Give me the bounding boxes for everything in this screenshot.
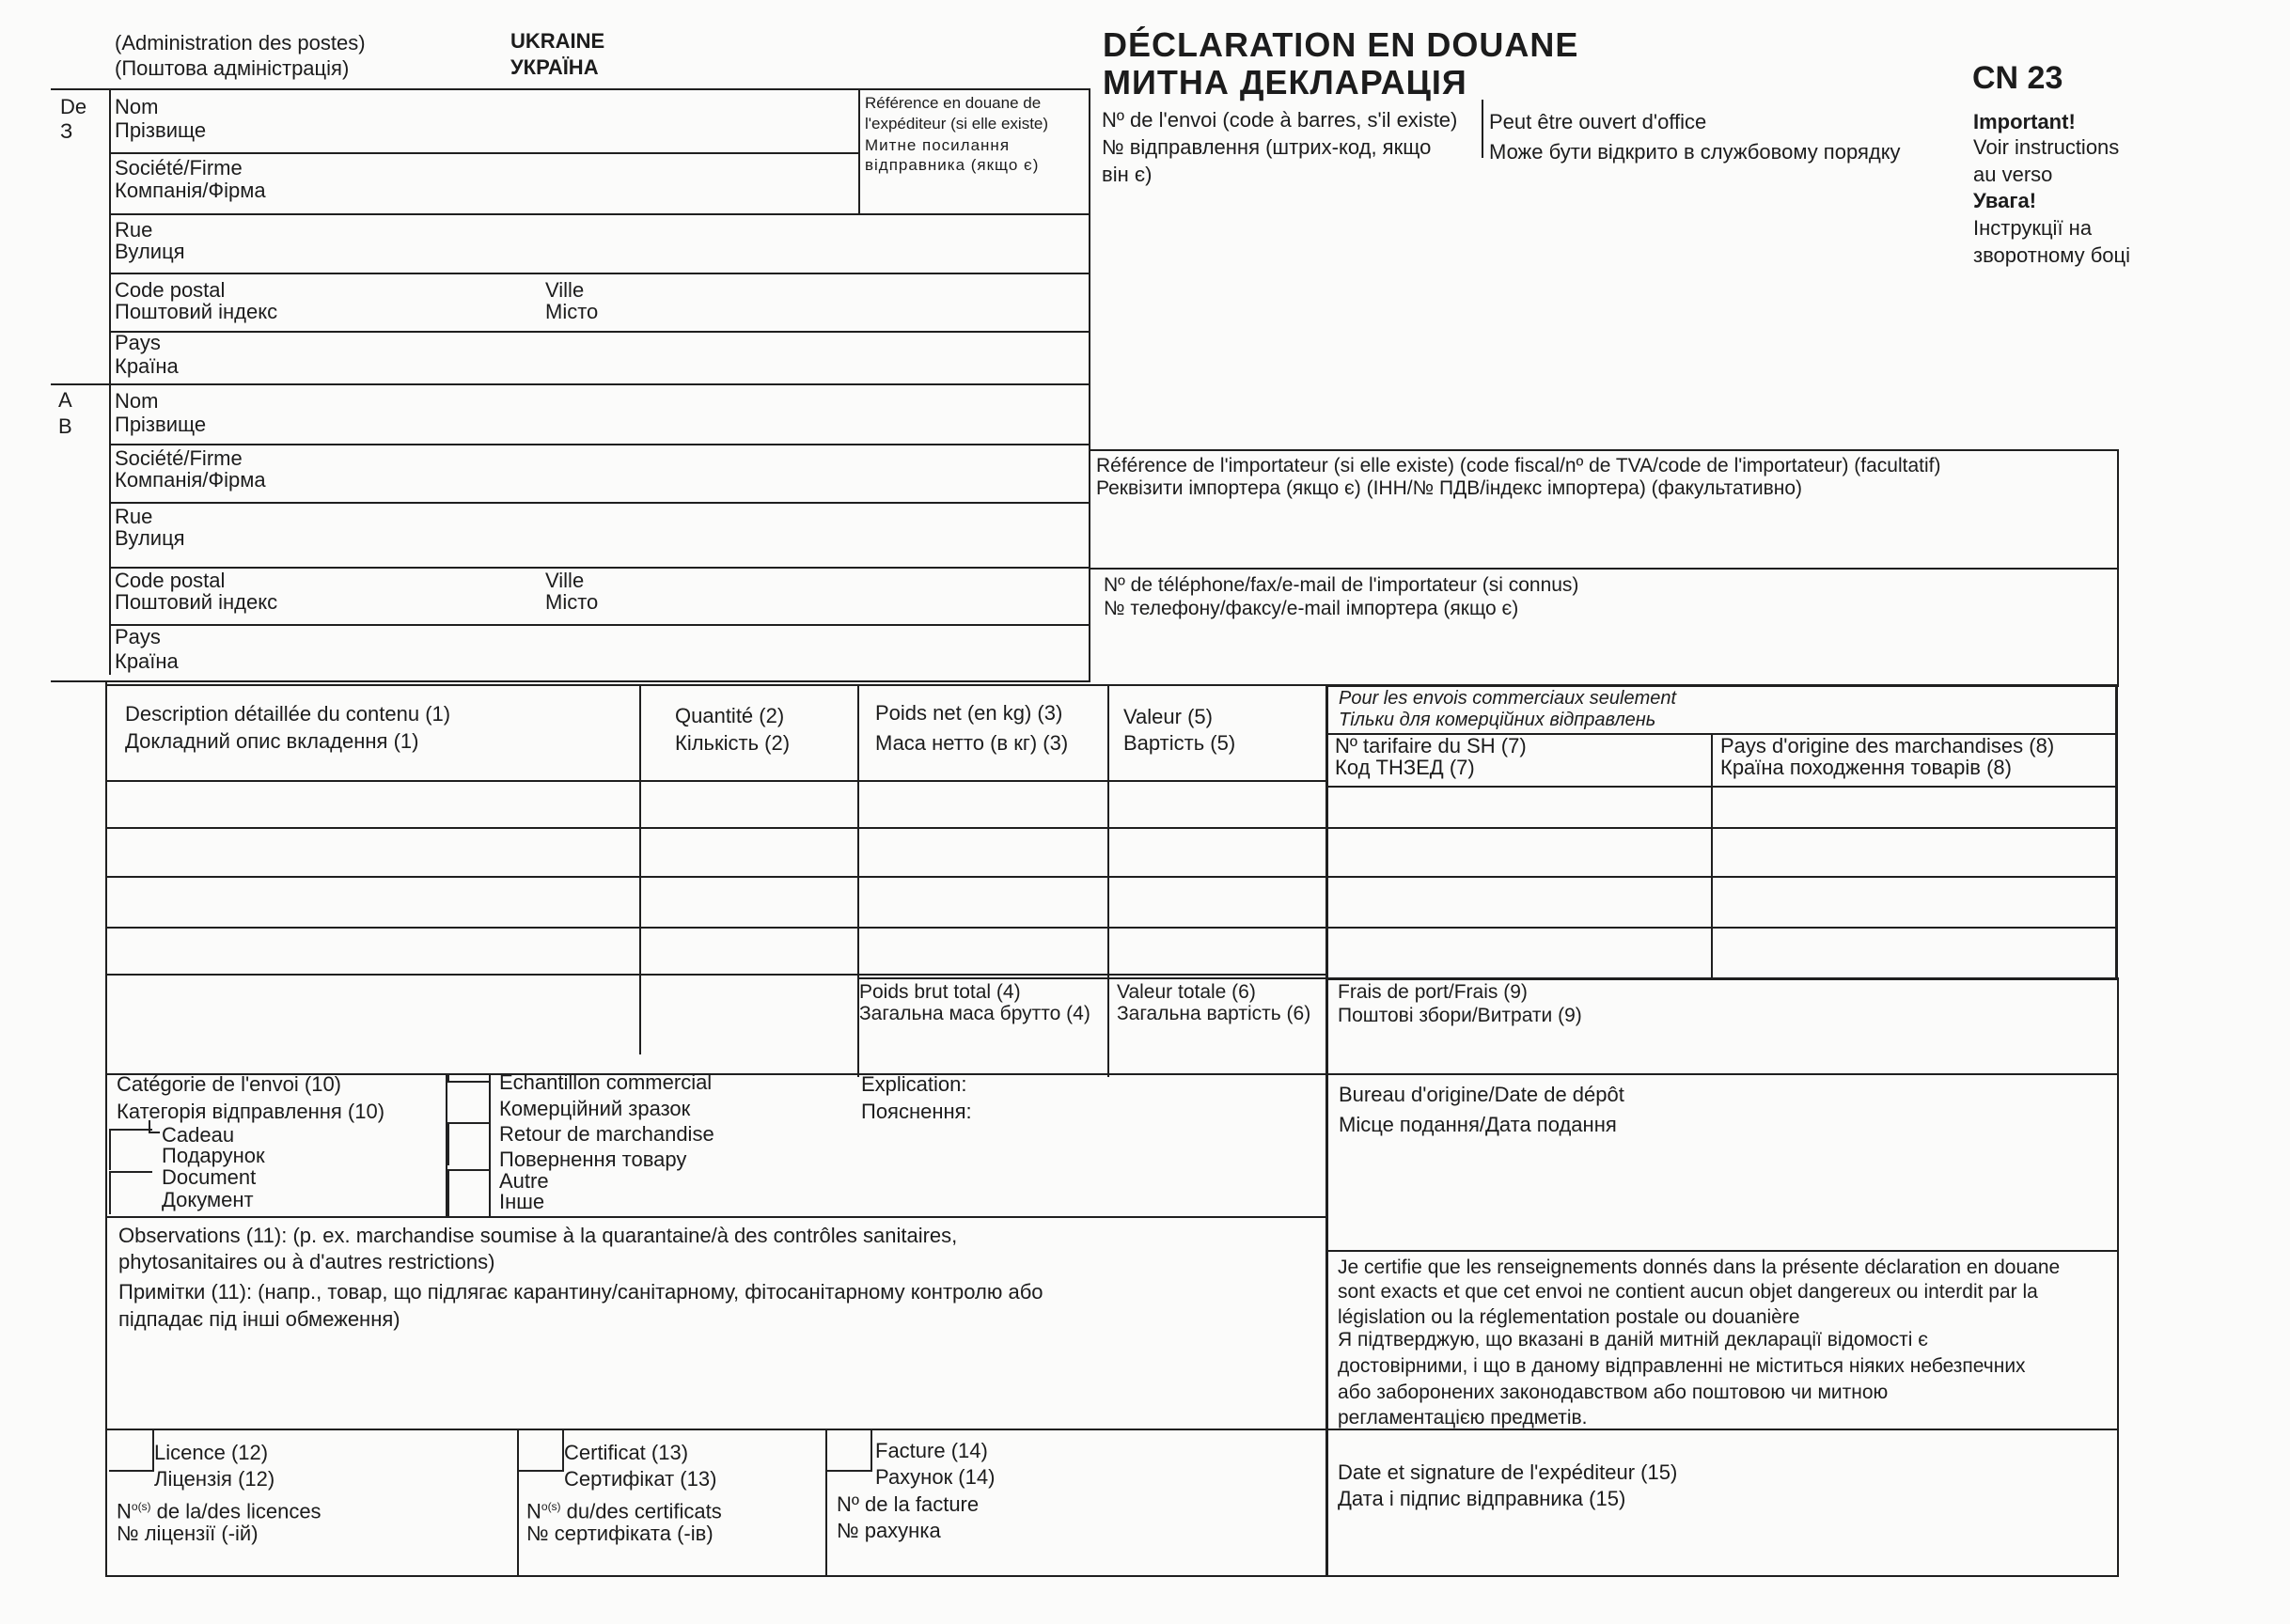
open-officially-fr: Peut être ouvert d'office bbox=[1489, 110, 1707, 133]
category-top-border bbox=[105, 1073, 2119, 1075]
office-origin-ua: Місце подання/Дата подання bbox=[1339, 1113, 1617, 1136]
recipient-street-fr: Rue bbox=[115, 505, 153, 528]
category-title-ua: Категорія відправлення (10) bbox=[117, 1100, 385, 1123]
observations-ua-1: Примітки (11): (напр., товар, що підлягає карантину/санітарному, фітосанітарному контролю або bbox=[118, 1280, 1043, 1304]
origin-header-fr: Pays d'origine des marchandises (8) bbox=[1720, 734, 2055, 757]
invoice-checkbox[interactable] bbox=[827, 1430, 872, 1472]
hs-header-ua: Код ТНЗЕД (7) bbox=[1335, 756, 1475, 779]
total-value-fr: Valeur totale (6) bbox=[1117, 981, 1256, 1003]
form-title-ua: МИТНА ДЕКЛАРАЦІЯ bbox=[1103, 63, 1467, 102]
gross-weight-fr: Poids brut total (4) bbox=[859, 981, 1021, 1003]
explanation-label-ua: Пояснення: bbox=[861, 1100, 972, 1123]
certificate-number-fr: $N^{o(s)}$ du/des certificats bbox=[526, 1499, 722, 1523]
recipient-row-divider-2 bbox=[109, 502, 1090, 504]
commercial-right-border bbox=[2115, 684, 2118, 979]
recipient-side-label-2: В bbox=[58, 414, 72, 438]
sample-label-ua: Комерційний зразок bbox=[499, 1097, 691, 1120]
importer-phone-ua: № телефону/факсу/e-mail імпортера (якщо є) bbox=[1104, 598, 1519, 619]
instructions-ua-1: Інструкції на bbox=[1973, 216, 2093, 240]
document-label-fr: Document bbox=[162, 1165, 257, 1189]
signature-ua: Дата і підпис відправника (15) bbox=[1338, 1487, 1626, 1510]
sender-city-fr: Ville bbox=[545, 278, 585, 302]
gift-label-fr: Cadeau bbox=[162, 1123, 235, 1147]
commercial-col-divider bbox=[1711, 733, 1713, 977]
certification-fr-1: Je certifie que les renseignements donnés dans la présente déclaration en douane bbox=[1338, 1257, 2061, 1278]
table-col-divider-3 bbox=[1107, 684, 1109, 1077]
address-bottom-border bbox=[51, 680, 1090, 682]
form-title-fr: DÉCLARATION EN DOUANE bbox=[1103, 25, 1579, 64]
consignment-number-ua-2: він є) bbox=[1102, 163, 1153, 186]
importer-phone-fr: Nº de téléphone/fax/e-mail de l'importateur (si connus) bbox=[1104, 574, 1579, 596]
table-row-line-1 bbox=[105, 780, 1327, 782]
table-row-line-5 bbox=[105, 974, 1327, 976]
invoice-number-fr: Nº de la facture bbox=[837, 1492, 980, 1516]
country-fr: UKRAINE bbox=[510, 29, 605, 53]
important-fr: Important! bbox=[1973, 110, 2076, 133]
postage-fr: Frais de port/Frais (9) bbox=[1338, 981, 1528, 1003]
sender-row-divider-3 bbox=[109, 273, 1090, 274]
instructions-ua-2: зворотному боці bbox=[1973, 243, 2131, 267]
licence-number-fr: $N^{o(s)}$ de la/des licences bbox=[117, 1499, 322, 1523]
admin-label-ua: (Поштова адміністрація) bbox=[115, 56, 350, 80]
net-header-fr: Poids net (en kg) (3) bbox=[875, 701, 1063, 725]
certification-fr-2: sont exacts et que cet envoi ne contient aucun objet dangereux ou interdit par la bbox=[1338, 1281, 2038, 1303]
sender-left-border bbox=[109, 88, 111, 675]
importer-row-divider bbox=[1089, 568, 2119, 570]
recipient-postcode-ua: Поштовий індекс bbox=[115, 590, 278, 614]
office-origin-fr: Bureau d'origine/Date de dépôt bbox=[1339, 1083, 1624, 1106]
licence-number-ua: № ліцензії (-ій) bbox=[117, 1522, 259, 1545]
document-label-ua: Документ bbox=[162, 1188, 254, 1211]
sender-company-fr: Société/Firme bbox=[115, 156, 243, 180]
gross-weight-ua: Загальна маса брутто (4) bbox=[859, 1003, 1090, 1024]
recipient-name-fr: Nom bbox=[115, 389, 159, 413]
certification-ua-2: достовірними, і що в даному відправленні не міститься ніяких небезпечних bbox=[1338, 1355, 2026, 1377]
consignment-number-ua-1: № відправлення (штрих-код, якщо bbox=[1102, 135, 1432, 159]
open-divider bbox=[1482, 100, 1483, 158]
certificate-number-ua: № сертифіката (-ів) bbox=[526, 1522, 714, 1545]
certification-ua-1: Я підтверджую, що вказані в даній митній декларації відомості є bbox=[1338, 1329, 1928, 1351]
country-ua: УКРАЇНА bbox=[510, 55, 599, 79]
signature-fr: Date et signature de l'expéditeur (15) bbox=[1338, 1460, 1678, 1484]
importer-right-border bbox=[2117, 449, 2119, 684]
importer-ref-fr: Référence de l'importateur (si elle existe) (code fiscal/nº de TVA/code de l'importateur) (facultatif) bbox=[1096, 455, 1941, 476]
table-row-line-2 bbox=[105, 827, 2117, 829]
return-label-ua: Повернення товару bbox=[499, 1148, 687, 1171]
desc-header-fr: Description détaillée du contenu (1) bbox=[125, 702, 451, 726]
observations-fr-1: Observations (11): (p. ex. marchandise soumise à la quarantaine/à des contrôles sanitaires, bbox=[118, 1224, 958, 1247]
commercial-header-fr: Pour les envois commerciaux seulement bbox=[1339, 688, 1677, 709]
recipient-top-border bbox=[51, 383, 1090, 385]
desc-header-ua: Докладний опис вкладення (1) bbox=[125, 729, 419, 753]
origin-header-ua: Країна походження товарів (8) bbox=[1720, 756, 2012, 779]
sender-row-divider-1 bbox=[109, 152, 859, 154]
recipient-company-ua: Компанія/Фірма bbox=[115, 468, 266, 492]
certification-top-border bbox=[1325, 1250, 2119, 1252]
invoice-label-ua: Рахунок (14) bbox=[875, 1465, 996, 1489]
licence-checkbox[interactable] bbox=[109, 1430, 154, 1472]
recipient-company-fr: Société/Firme bbox=[115, 446, 243, 470]
importer-top-border bbox=[1089, 449, 2119, 451]
recipient-postcode-fr: Code postal bbox=[115, 569, 226, 592]
gift-label-ua: Подарунок bbox=[162, 1144, 265, 1167]
totals-right-border bbox=[2117, 977, 2119, 1575]
table-row-line-3 bbox=[105, 876, 2117, 878]
importer-ref-ua: Реквізити імпортера (якщо є) (ІНН/№ ПДВ/індекс імпортера) (факультативно) bbox=[1096, 477, 1803, 499]
certification-ua-3: або заборонених законодавством або поштовою чи митною bbox=[1338, 1382, 1889, 1403]
table-col-divider-1 bbox=[639, 684, 641, 1054]
totals-top-border bbox=[857, 977, 2119, 979]
table-row-line-4 bbox=[105, 927, 2117, 929]
document-checkbox[interactable] bbox=[109, 1171, 152, 1214]
observations-ua-2: підпадає під інші обмеження) bbox=[118, 1307, 400, 1331]
form-bottom-border bbox=[105, 1575, 2119, 1577]
invoice-number-ua: № рахунка bbox=[837, 1519, 941, 1542]
licence-label-fr: Licence (12) bbox=[154, 1441, 269, 1464]
recipient-name-ua: Прізвище bbox=[115, 413, 207, 436]
recipient-side-label-1: A bbox=[58, 388, 72, 412]
table-col-divider-4 bbox=[1325, 684, 1328, 1577]
hs-header-fr: Nº tarifaire du SH (7) bbox=[1335, 734, 1527, 757]
sender-country-ua: Країна bbox=[115, 354, 179, 378]
net-header-ua: Маса нетто (в кг) (3) bbox=[875, 731, 1069, 755]
sender-ref-fr-1: Référence en douane de bbox=[865, 94, 1042, 112]
commercial-header-ua: Тільки для комерційних відправлень bbox=[1339, 710, 1656, 730]
sender-side-label-1: De bbox=[60, 95, 87, 118]
recipient-row-divider-3 bbox=[109, 567, 1090, 569]
certification-fr-3: législation ou la réglementation postale ou douanière bbox=[1338, 1306, 1800, 1328]
sender-company-ua: Компанія/Фірма bbox=[115, 179, 266, 202]
value-header-fr: Valeur (5) bbox=[1123, 705, 1213, 728]
recipient-country-ua: Країна bbox=[115, 649, 179, 673]
qty-header-fr: Quantité (2) bbox=[675, 704, 785, 727]
sender-top-border bbox=[51, 88, 1090, 90]
sender-ref-divider bbox=[858, 88, 860, 214]
recipient-city-fr: Ville bbox=[545, 569, 585, 592]
category-title-fr: Catégorie de l'envoi (10) bbox=[117, 1072, 342, 1096]
sender-ref-ua-1: Митне посилання bbox=[865, 136, 1011, 154]
table-left-border bbox=[105, 680, 107, 1577]
important-ua: Увага! bbox=[1973, 189, 2037, 212]
sender-country-fr: Pays bbox=[115, 331, 161, 354]
table-top-border bbox=[105, 684, 1327, 686]
other-label-ua: Інше bbox=[499, 1190, 545, 1213]
documents-top-border bbox=[105, 1429, 2119, 1430]
certification-ua-4: регламентацією предметів. bbox=[1338, 1407, 1588, 1429]
certificate-label-ua: Сертифікат (13) bbox=[564, 1467, 717, 1491]
sample-label-fr: Echantillon commercial bbox=[499, 1070, 713, 1094]
sender-name-fr: Nom bbox=[115, 95, 159, 118]
return-checkbox[interactable] bbox=[447, 1122, 491, 1165]
recipient-country-fr: Pays bbox=[115, 625, 161, 648]
sender-side-label-2: З bbox=[60, 119, 73, 143]
table-row-line-1b bbox=[1325, 786, 2117, 788]
recipient-row-divider-4 bbox=[109, 624, 1090, 626]
recipient-street-ua: Вулиця bbox=[115, 526, 185, 550]
recipient-row-divider-1 bbox=[109, 444, 1090, 445]
sender-ref-ua-2: відправника (якщо є) bbox=[865, 156, 1040, 174]
open-officially-ua: Може бути відкрито в службовому порядку bbox=[1489, 140, 1901, 164]
sender-row-divider-4 bbox=[109, 331, 1090, 333]
certificate-checkbox[interactable] bbox=[519, 1430, 564, 1472]
other-checkbox[interactable] bbox=[447, 1169, 491, 1218]
explanation-label-fr: Explication: bbox=[861, 1072, 967, 1096]
consignment-number-fr: Nº de l'envoi (code à barres, s'il existe) bbox=[1102, 108, 1458, 132]
value-header-ua: Вартість (5) bbox=[1123, 731, 1236, 755]
form-code: CN 23 bbox=[1972, 60, 2063, 96]
instructions-fr-1: Voir instructions bbox=[1973, 135, 2120, 159]
sender-name-ua: Прізвище bbox=[115, 118, 207, 142]
sender-postcode-fr: Code postal bbox=[115, 278, 226, 302]
qty-header-ua: Кількість (2) bbox=[675, 731, 791, 755]
sender-postcode-ua: Поштовий індекс bbox=[115, 300, 278, 323]
sender-ref-fr-2: l'expéditeur (si elle existe) bbox=[865, 115, 1049, 133]
recipient-city-ua: Місто bbox=[545, 590, 599, 614]
postage-ua: Поштові збори/Витрати (9) bbox=[1338, 1005, 1582, 1026]
sender-row-divider-2 bbox=[109, 213, 1090, 215]
instructions-fr-2: au verso bbox=[1973, 163, 2053, 186]
certificate-label-fr: Certificat (13) bbox=[564, 1441, 689, 1464]
licence-label-ua: Ліцензія (12) bbox=[154, 1467, 275, 1491]
observations-fr-2: phytosanitaires ou à d'autres restrictions) bbox=[118, 1250, 495, 1273]
sender-street-fr: Rue bbox=[115, 218, 153, 242]
total-value-ua: Загальна вартість (6) bbox=[1117, 1003, 1311, 1024]
gift-checkbox-lower[interactable] bbox=[109, 1129, 152, 1170]
return-label-fr: Retour de marchandise bbox=[499, 1122, 714, 1146]
sender-street-ua: Вулиця bbox=[115, 240, 185, 263]
invoice-label-fr: Facture (14) bbox=[875, 1439, 988, 1462]
admin-label-fr: (Administration des postes) bbox=[115, 31, 366, 55]
observations-top-border bbox=[105, 1216, 1327, 1218]
sender-city-ua: Місто bbox=[545, 300, 599, 323]
other-label-fr: Autre bbox=[499, 1169, 549, 1193]
sample-checkbox[interactable] bbox=[447, 1073, 491, 1083]
